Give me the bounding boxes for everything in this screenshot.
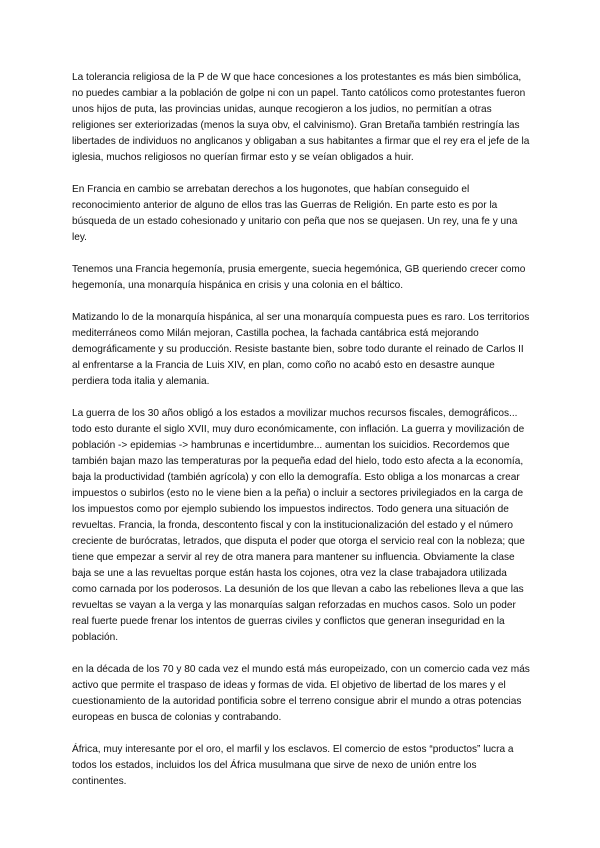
paragraph-religious-tolerance: La tolerancia religiosa de la P de W que hace concesiones a los protestantes es más bien simbólica, no puedes cambiar a la población de golpe ni con un papel. Tanto católicos como protestantes fueron unos hijos de puta, las provincias unidas, aunque recogieron a los judios, no permitían a otras religiones ser exteriorizadas (menos la suya obv, el calvinismo). Gran Bretaña también restringía las libertades de individuos no anglicanos y obligaban a sus habitantes a firmar que el rey era el jefe de la iglesia, muchos religiosos no querían firmar esto y se veían obligados a huir. — [72, 72, 530, 163]
paragraph-france-huguenots: En Francia en cambio se arrebatan derechos a los hugonotes, que habían conseguido el reconocimiento anterior de alguno de ellos tras las Guerras de Religión. En parte esto es por la búsqueda de un estado cohesionado y unitario con peña que nos se quejasen. Un rey, una fe y una ley. — [72, 184, 518, 243]
paragraph-european-powers: Tenemos una Francia hegemonía, prusia emergente, suecia hegemónica, GB queriendo crecer como hegemonía, una monarquía hispánica en crisis y una colonia en el báltico. — [72, 264, 526, 291]
paragraph-thirty-years-war: La guerra de los 30 años obligó a los estados a movilizar muchos recursos fiscales, demográficos... todo esto durante el siglo XVII, muy duro económicamente, con inflación. La guerra y movilización de población -> epidemias -> hambrunas e incertidumbre... aumentan los suicidios. Recordemos que también bajan mazo las temperaturas por la pequeña edad del hielo, todo esto afecta a la economía, baja la productividad (también agrícola) y con ello la demografía. Esto obliga a los monarcas a crear impuestos o subirlos (esto no le viene bien a la peña) o incluir a sectores privilegiados en la carga de los impuestos como por ejemplo subiendo los impuestos indirectos. Todo genera una situación de revueltas. Francia, la fronda, descontento fiscal y con la institucionalización del estado y el número creciente de burócratas, letrados, que disputa el poder que otorga el servicio real con la nobleza; que tiene que empezar a servir al rey de otra manera para mantener su influencia. Obviamente la clase baja se une a las revueltas porque están hasta los cojones, otra vez la clase trabajadora utilizada como carnada por los poderosos. La desunión de los que llevan a cabo las rebeliones lleva a que las revueltas se vayan a la verga y las monarquías salgan reforzadas en muchos casos. Solo un poder real fuerte puede frenar los intentos de guerras civiles y conflictos que generan inseguridad en la población. — [72, 408, 525, 643]
paragraph-europeanized-world: en la década de los 70 y 80 cada vez el mundo está más europeizado, con un comercio cada vez más activo que permite el traspaso de ideas y formas de vida. El objetivo de libertad de los mares y el cuestionamiento de la autoridad pontificia sobre el terreno consigue abrir el mundo a otras potencias europeas en busca de colonias y contrabando. — [72, 664, 530, 723]
document-body — [72, 70, 530, 806]
paragraph-africa-trade: África, muy interesante por el oro, el marfil y los esclavos. El comercio de estos “productos” lucra a todos los estados, incluidos los del África musulmana que sirve de nexo de unión entre los continentes. — [72, 744, 514, 787]
paragraph-hispanic-monarchy: Matizando lo de la monarquía hispánica, al ser una monarquía compuesta pues es raro. Los territorios mediterráneos como Milán mejoran, Castilla pochea, la fachada cantábrica está mejorando demográficamente y su producción. Resiste bastante bien, sobre todo durante el reinado de Carlos II al enfrentarse a la Francia de Luis XIV, en plan, como coño no acabó esto en desastre aunque perdiera toda italia y alemania. — [72, 312, 530, 387]
